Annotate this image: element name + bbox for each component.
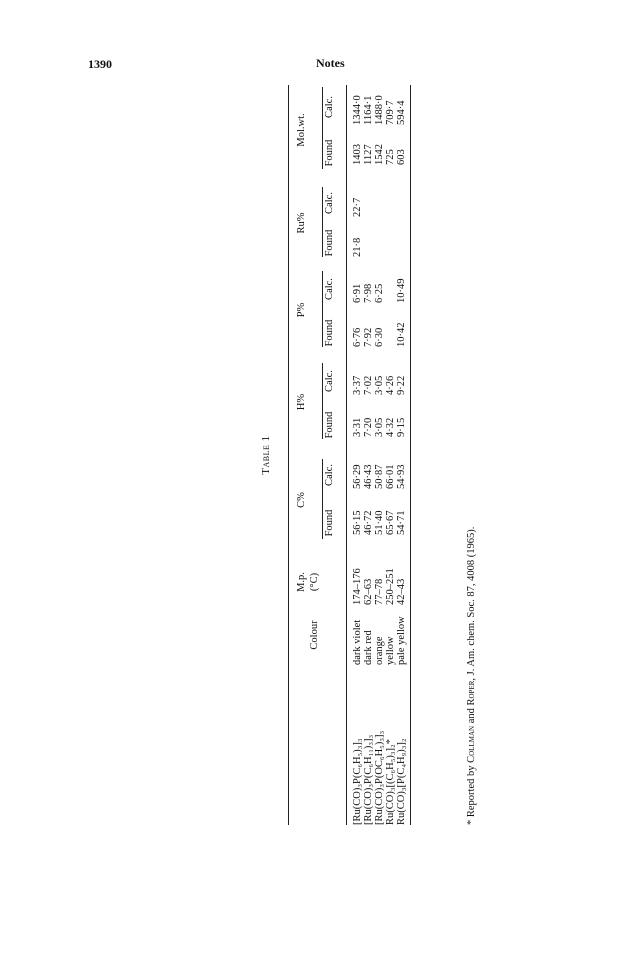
colour-cell: dark red <box>363 630 374 665</box>
mw-found-cell: 725 <box>385 149 396 165</box>
footnote-prefix: Reported by <box>466 762 477 818</box>
p-found-cell: 6·30 <box>374 327 385 347</box>
c-found-cell: 54·71 <box>396 510 407 535</box>
mw-found-header: Found <box>324 139 335 167</box>
compound-cell: [Ru(CO)₃P(OC₆H₅)₃]₃ <box>374 730 385 825</box>
mp-header: M.p. <box>296 572 307 592</box>
footnote-author-2: Roper <box>466 680 477 706</box>
colour-cell: yellow <box>385 636 396 665</box>
ru-calc-cell: 22·7 <box>352 197 363 217</box>
p-found-cell: 10·42 <box>396 322 407 347</box>
h-calc-cell: 4·26 <box>385 375 396 395</box>
mw-calc-cell: 1344·0 <box>352 95 363 125</box>
c-calc-cell: 50·87 <box>374 464 385 489</box>
p-group-rule <box>322 271 323 347</box>
footnote-author-1: Collman <box>466 725 477 763</box>
p-found-cell: 6·76 <box>352 327 363 347</box>
c-found-cell: 46·72 <box>363 510 374 535</box>
mw-calc-cell: 709·7 <box>385 100 396 125</box>
h-found-cell: 4·32 <box>385 417 396 437</box>
ru-found-header: Found <box>324 229 335 257</box>
c-calc-header: Calc. <box>324 464 335 486</box>
p-found-header: Found <box>324 319 335 347</box>
mw-found-cell: 1542 <box>374 144 385 165</box>
rotated-table <box>260 85 490 825</box>
c-found-header: Found <box>324 509 335 537</box>
mp-cell: 174–176 <box>352 568 363 605</box>
colour-cell: dark violet <box>352 619 363 665</box>
h-calc-cell: 3·05 <box>374 375 385 395</box>
compound-cell: [Ru(CO)₃P(C₆H₁₁)₃]₃ <box>363 734 374 825</box>
table-top-rule <box>288 85 289 825</box>
mw-calc-cell: 594·4 <box>396 100 407 125</box>
h-calc-cell: 3·37 <box>352 375 363 395</box>
table-bottom-rule <box>410 85 411 825</box>
h-calc-header: Calc. <box>324 370 335 392</box>
c-calc-cell: 66·01 <box>385 464 396 489</box>
ru-found-cell: 21·8 <box>352 237 363 257</box>
footnote-marker: * <box>466 819 477 825</box>
page-number: 1390 <box>88 57 112 71</box>
footnote-citation: , J. Am. chem. Soc. 87, 4008 (1965). <box>466 526 477 681</box>
h-group-rule <box>322 363 323 439</box>
mw-found-cell: 1127 <box>363 144 374 165</box>
colour-cell: orange <box>374 636 385 665</box>
ru-calc-header: Calc. <box>324 192 335 214</box>
c-calc-cell: 54·93 <box>396 464 407 489</box>
c-calc-cell: 56·29 <box>352 464 363 489</box>
mp-cell: 62–63 <box>363 578 374 605</box>
ru-group-rule <box>322 187 323 257</box>
p-calc-cell: 6·91 <box>352 283 363 303</box>
mol-wt-header: Mol.wt. <box>296 113 307 147</box>
mw-found-cell: 1403 <box>352 144 363 165</box>
table-header-rule <box>346 85 347 825</box>
h-percent-header: H% <box>296 393 307 411</box>
compound-cell: Ru(CO)₃[P(C₄H₉)₃]₂ <box>396 738 407 825</box>
p-calc-header: Calc. <box>324 278 335 300</box>
ru-percent-header: Ru% <box>296 212 307 234</box>
compound-cell: [Ru(CO)₃P(C₆H₅)₃]₃ <box>352 738 363 825</box>
p-percent-header: P% <box>296 302 307 318</box>
h-found-header: Found <box>324 411 335 439</box>
mp-unit-header: (°C) <box>309 572 320 592</box>
colour-cell: pale yellow <box>396 616 407 665</box>
c-found-cell: 51·40 <box>374 510 385 535</box>
mw-calc-cell: 1164·1 <box>363 95 374 125</box>
p-calc-cell: 6·25 <box>374 283 385 303</box>
h-found-cell: 9·15 <box>396 417 407 437</box>
h-calc-cell: 9·22 <box>396 375 407 395</box>
table-row <box>396 85 408 825</box>
h-calc-cell: 7·02 <box>363 375 374 395</box>
mp-cell: 77–78 <box>374 578 385 605</box>
colour-header: Colour <box>309 620 320 650</box>
running-head: Notes <box>316 56 345 70</box>
mw-calc-header: Calc. <box>324 96 335 118</box>
h-found-cell: 3·31 <box>352 417 363 437</box>
p-calc-cell: 7·98 <box>363 283 374 303</box>
footnote-and: and <box>466 705 477 726</box>
table-footnote <box>466 527 477 825</box>
mp-cell: 42–43 <box>396 578 407 605</box>
p-calc-cell: 10·49 <box>396 278 407 303</box>
mw-calc-cell: 1488·0 <box>374 95 385 125</box>
table-title: Table 1 <box>260 435 272 475</box>
mw-found-cell: 603 <box>396 149 407 165</box>
mw-group-rule <box>322 87 323 169</box>
h-found-cell: 7·20 <box>363 417 374 437</box>
compound-cell: Ru(CO)₃[(C₆H₅)₃]₂* <box>385 739 396 825</box>
c-found-cell: 56·15 <box>352 510 363 535</box>
c-calc-cell: 46·43 <box>363 464 374 489</box>
c-group-rule <box>322 459 323 539</box>
p-found-cell: 7·92 <box>363 327 374 347</box>
c-found-cell: 65·67 <box>385 510 396 535</box>
h-found-cell: 3·05 <box>374 417 385 437</box>
c-percent-header: C% <box>296 492 307 508</box>
mp-cell: 250–251 <box>385 568 396 605</box>
